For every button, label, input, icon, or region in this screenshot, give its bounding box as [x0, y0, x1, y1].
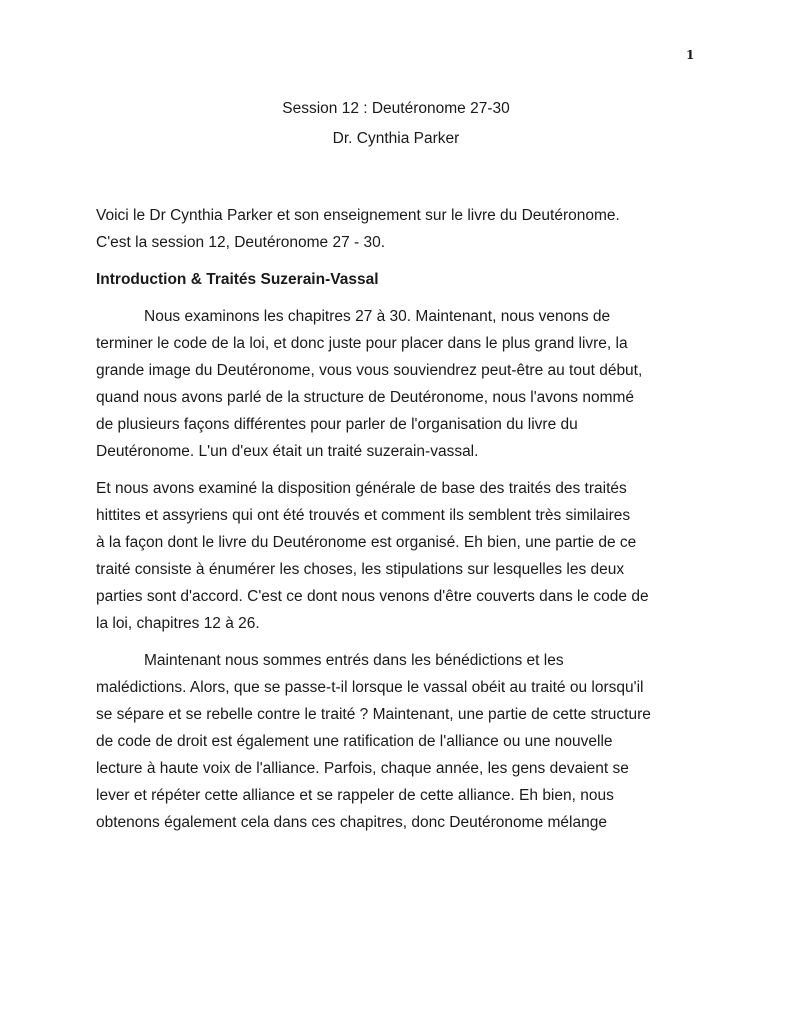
- paragraph-line: la loi, chapitres 12 à 26.: [96, 615, 260, 632]
- intro-line: Voici le Dr Cynthia Parker et son enseignement sur le livre du Deutéronome.: [96, 207, 620, 224]
- paragraph-line: lever et répéter cette alliance et se rappeler de cette alliance. Eh bien, nous: [96, 787, 614, 804]
- paragraph-line: Nous examinons les chapitres 27 à 30. Maintenant, nous venons de: [144, 308, 611, 325]
- document-header: [96, 94, 696, 154]
- paragraph-line: parties sont d'accord. C'est ce dont nous venons d'être couverts dans le code de: [96, 588, 649, 605]
- paragraph: [96, 475, 711, 637]
- paragraph-line: Deutéronome. L'un d'eux était un traité suzerain-vassal.: [96, 443, 479, 460]
- paragraph-line: Et nous avons examiné la disposition générale de base des traités des traités: [96, 480, 627, 497]
- paragraph-line: lecture à haute voix de l'alliance. Parfois, chaque année, les gens devaient se: [96, 760, 629, 777]
- paragraph-line: Maintenant nous sommes entrés dans les bénédictions et les: [144, 652, 564, 669]
- paragraph-line: traité consiste à énumérer les choses, les stipulations sur lesquelles les deux: [96, 561, 625, 578]
- section-heading: Introduction & Traités Suzerain-Vassal: [96, 271, 379, 288]
- intro-line: C'est la session 12, Deutéronome 27 - 30.: [96, 234, 386, 251]
- paragraph-line: grande image du Deutéronome, vous vous souviendrez peut-être au tout début,: [96, 362, 643, 379]
- paragraph-line: terminer le code de la loi, et donc juste pour placer dans le plus grand livre, la: [96, 335, 628, 352]
- page-number: 1: [686, 48, 695, 62]
- paragraph-line: malédictions. Alors, que se passe-t-il lorsque le vassal obéit au traité ou lorsqu'il: [96, 679, 644, 696]
- document-title: Session 12 : Deutéronome 27-30: [282, 100, 510, 117]
- paragraph: [96, 647, 711, 836]
- paragraph-line: de code de droit est également une ratification de l'alliance ou une nouvelle: [96, 733, 613, 750]
- paragraph-line: hittites et assyriens qui ont été trouvés et comment ils semblent très similaires: [96, 507, 631, 524]
- document-body: [96, 202, 711, 836]
- paragraph-line: à la façon dont le livre du Deutéronome est organisé. Eh bien, une partie de ce: [96, 534, 637, 551]
- paragraph: [96, 303, 711, 465]
- paragraph-line: quand nous avons parlé de la structure de Deutéronome, nous l'avons nommé: [96, 389, 635, 406]
- paragraph-line: se sépare et se rebelle contre le traité ? Maintenant, une partie de cette structure: [96, 706, 651, 723]
- paragraph-line: de plusieurs façons différentes pour parler de l'organisation du livre du: [96, 416, 578, 433]
- paragraph-line: obtenons également cela dans ces chapitres, donc Deutéronome mélange: [96, 814, 607, 831]
- document-author: Dr. Cynthia Parker: [332, 130, 460, 147]
